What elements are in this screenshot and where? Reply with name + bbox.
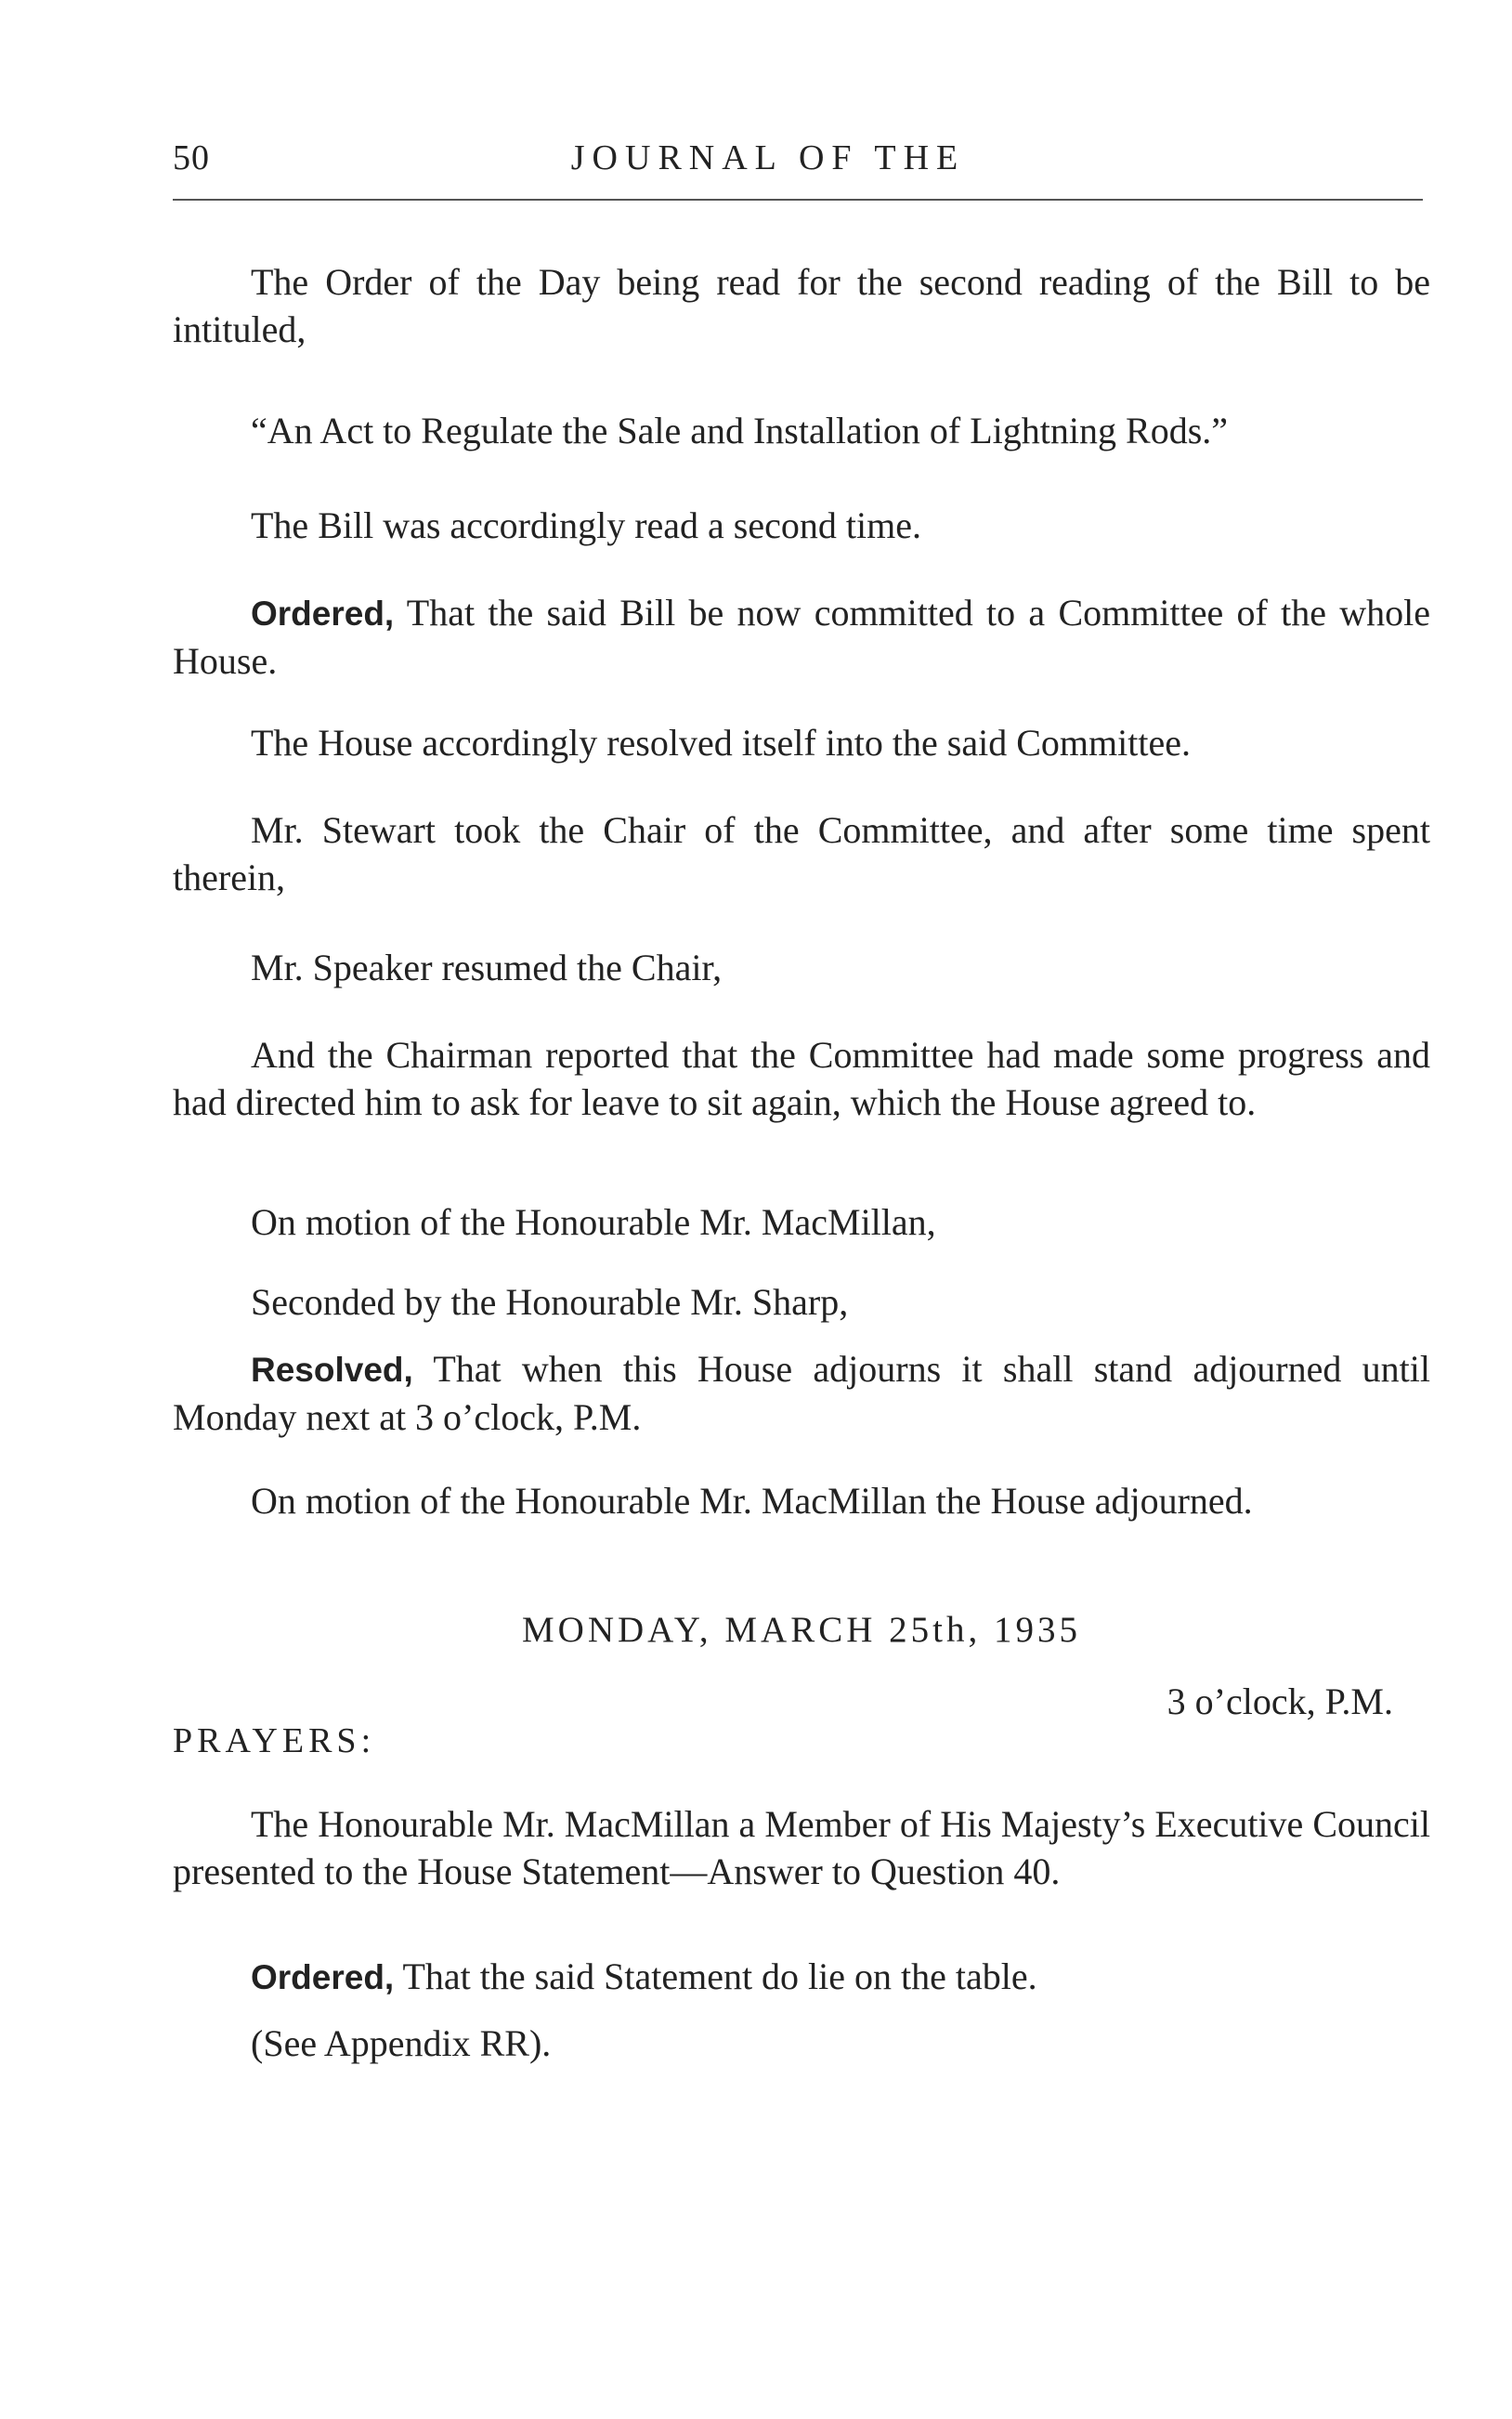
paragraph-stewart-chair bbox=[173, 806, 1430, 901]
paragraph-text: Mr. Speaker resumed the Chair, bbox=[251, 947, 723, 988]
paragraph-text: Seconded by the Honourable Mr. Sharp, bbox=[251, 1281, 849, 1323]
ordered-label: Ordered, bbox=[251, 1958, 395, 1996]
paragraph-order-of-day bbox=[173, 258, 1430, 353]
paragraph-text: (See Appendix RR). bbox=[251, 2022, 552, 2064]
paragraph-text: That when this House adjourns it shall stand adjourned until Monday next at 3 o’clock, P.M. bbox=[173, 1348, 1430, 1438]
paragraph-text: “An Act to Regulate the Sale and Installation of Lightning Rods.” bbox=[251, 410, 1229, 451]
paragraph-text: The Bill was accordingly read a second time. bbox=[251, 504, 921, 546]
paragraph-chairman-reported bbox=[173, 1031, 1430, 1126]
paragraph-text: That the said Statement do lie on the table. bbox=[394, 1955, 1037, 1997]
paragraph-text: On motion of the Honourable Mr. MacMillan the House adjourned. bbox=[251, 1480, 1253, 1522]
paragraph-seconded-sharp bbox=[173, 1278, 1430, 1326]
paragraph-text: Mr. Stewart took the Chair of the Committee, and after some time spent therein, bbox=[173, 809, 1430, 898]
paragraph-text: The Order of the Day being read for the second reading of the Bill to be intituled, bbox=[173, 261, 1430, 350]
paragraph-text: On motion of the Honourable Mr. MacMillan, bbox=[251, 1201, 936, 1243]
header-rule bbox=[173, 199, 1423, 201]
sitting-time: 3 o’clock, P.M. bbox=[1167, 1680, 1393, 1722]
paragraph-second-reading bbox=[173, 502, 1430, 549]
paragraph-resolved-committee bbox=[173, 719, 1430, 766]
paragraph-see-appendix bbox=[173, 2020, 1430, 2067]
paragraph-house-adjourned bbox=[173, 1477, 1430, 1524]
paragraph-speaker-resumed bbox=[173, 944, 1430, 991]
paragraph-statement-presented bbox=[173, 1800, 1430, 1895]
running-head: JOURNAL OF THE bbox=[570, 138, 966, 177]
paragraph-text: The House accordingly resolved itself into the said Committee. bbox=[251, 722, 1191, 764]
paragraph-text: The Honourable Mr. MacMillan a Member of His Majesty’s Executive Council presented to the House Statement—Answer to Question 40. bbox=[173, 1803, 1430, 1892]
page-header bbox=[173, 137, 1363, 178]
ordered-label: Ordered, bbox=[251, 595, 395, 633]
paragraph-ordered-committed bbox=[173, 589, 1430, 685]
paragraph-bill-title bbox=[173, 407, 1430, 454]
prayers-heading: PRAYERS: bbox=[173, 1721, 376, 1760]
paragraph-text: And the Chairman reported that the Committee had made some progress and had directed him to ask for leave to sit again, which the House agreed to. bbox=[173, 1034, 1430, 1123]
paragraph-resolved-adjourn bbox=[173, 1345, 1430, 1441]
resolved-label: Resolved, bbox=[251, 1351, 413, 1389]
paragraph-motion-macmillan bbox=[173, 1198, 1430, 1246]
paragraph-ordered-lie-table bbox=[173, 1953, 1430, 2001]
sitting-date: MONDAY, MARCH 25th, 1935 bbox=[521, 1610, 1081, 1650]
paragraph-text: That the said Bill be now committed to a Committee of the whole House. bbox=[173, 592, 1430, 682]
page-number: 50 bbox=[173, 138, 210, 177]
